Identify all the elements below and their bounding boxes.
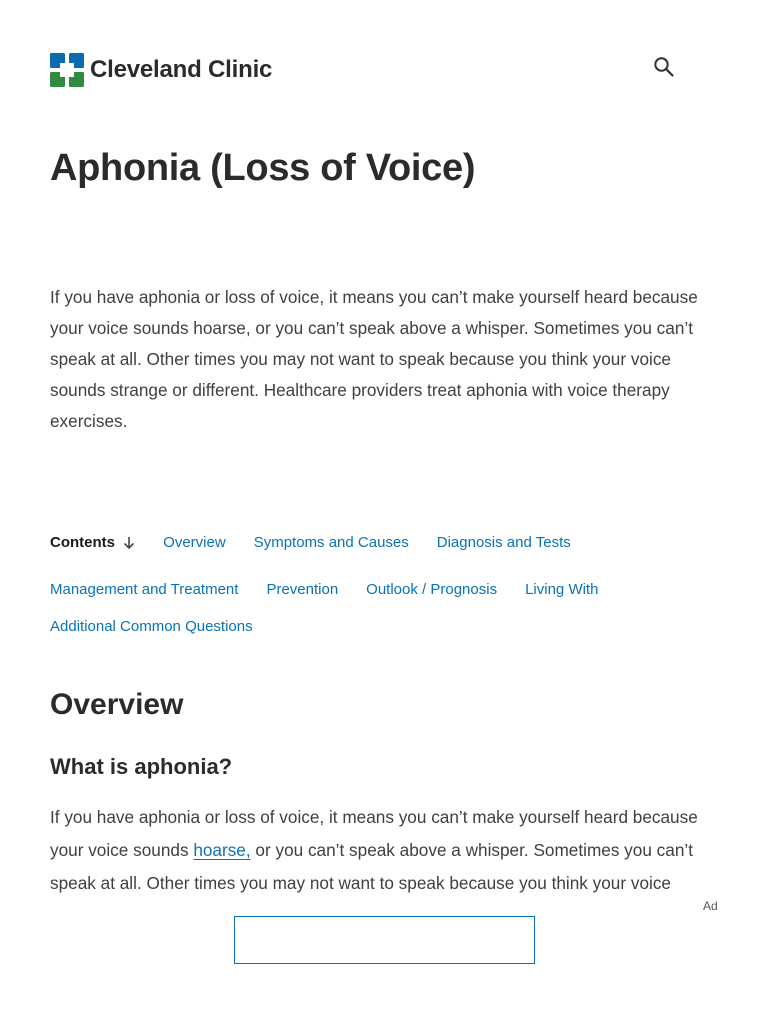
toc-label[interactable]: [50, 534, 135, 551]
subheading-what-is-aphonia: What is aphonia?: [50, 754, 233, 779]
toc-link-overview[interactable]: Overview: [163, 534, 226, 551]
cleveland-clinic-logo[interactable]: [50, 52, 272, 88]
toc-link-diagnosis-and-tests[interactable]: Diagnosis and Tests: [436, 534, 571, 551]
search-button[interactable]: [653, 56, 677, 80]
clinic-cross-icon: [50, 53, 84, 87]
section-heading-overview: Overview: [50, 688, 184, 721]
ad-label: Ad: [703, 899, 718, 913]
overview-text-part2: or you can’t speak above a whisper. Sometimes you can’t speak at all. Other times you may not want to speak because you think your voice: [50, 840, 693, 893]
toc-link-symptoms-and-causes[interactable]: Symptoms and Causes: [253, 534, 409, 551]
overview-text-part1: If you have aphonia or loss of voice, it means you can’t make yourself heard because your voice sounds: [50, 807, 698, 860]
toc-link-living-with[interactable]: Living With: [525, 581, 599, 598]
brand-name: Cleveland Clinic: [90, 56, 273, 83]
toc-link-outlook-prognosis[interactable]: Outlook / Prognosis: [366, 581, 498, 598]
article-intro: If you have aphonia or loss of voice, it means you can’t make yourself heard because your voice sounds hoarse, or you can’t speak above a whisper. Sometimes you can’t speak at all. Other times you may not want to speak because you think your voice sounds strange or different. Healthcare providers treat aphonia with voice therapy exercises.: [50, 287, 698, 431]
search-icon: [653, 56, 675, 78]
toc-label-text: Contents: [50, 534, 115, 551]
ad-slot[interactable]: [234, 916, 535, 964]
site-header: [50, 52, 718, 88]
overview-paragraph: [50, 801, 726, 900]
arrow-down-icon: [123, 536, 135, 550]
toc-link-additional-common-questions[interactable]: Additional Common Questions: [50, 618, 253, 635]
toc-link-management-and-treatment[interactable]: Management and Treatment: [50, 581, 239, 598]
toc-link-prevention[interactable]: Prevention: [266, 581, 339, 598]
hoarse-link[interactable]: hoarse,: [193, 840, 251, 860]
page-title: Aphonia (Loss of Voice): [50, 147, 476, 189]
